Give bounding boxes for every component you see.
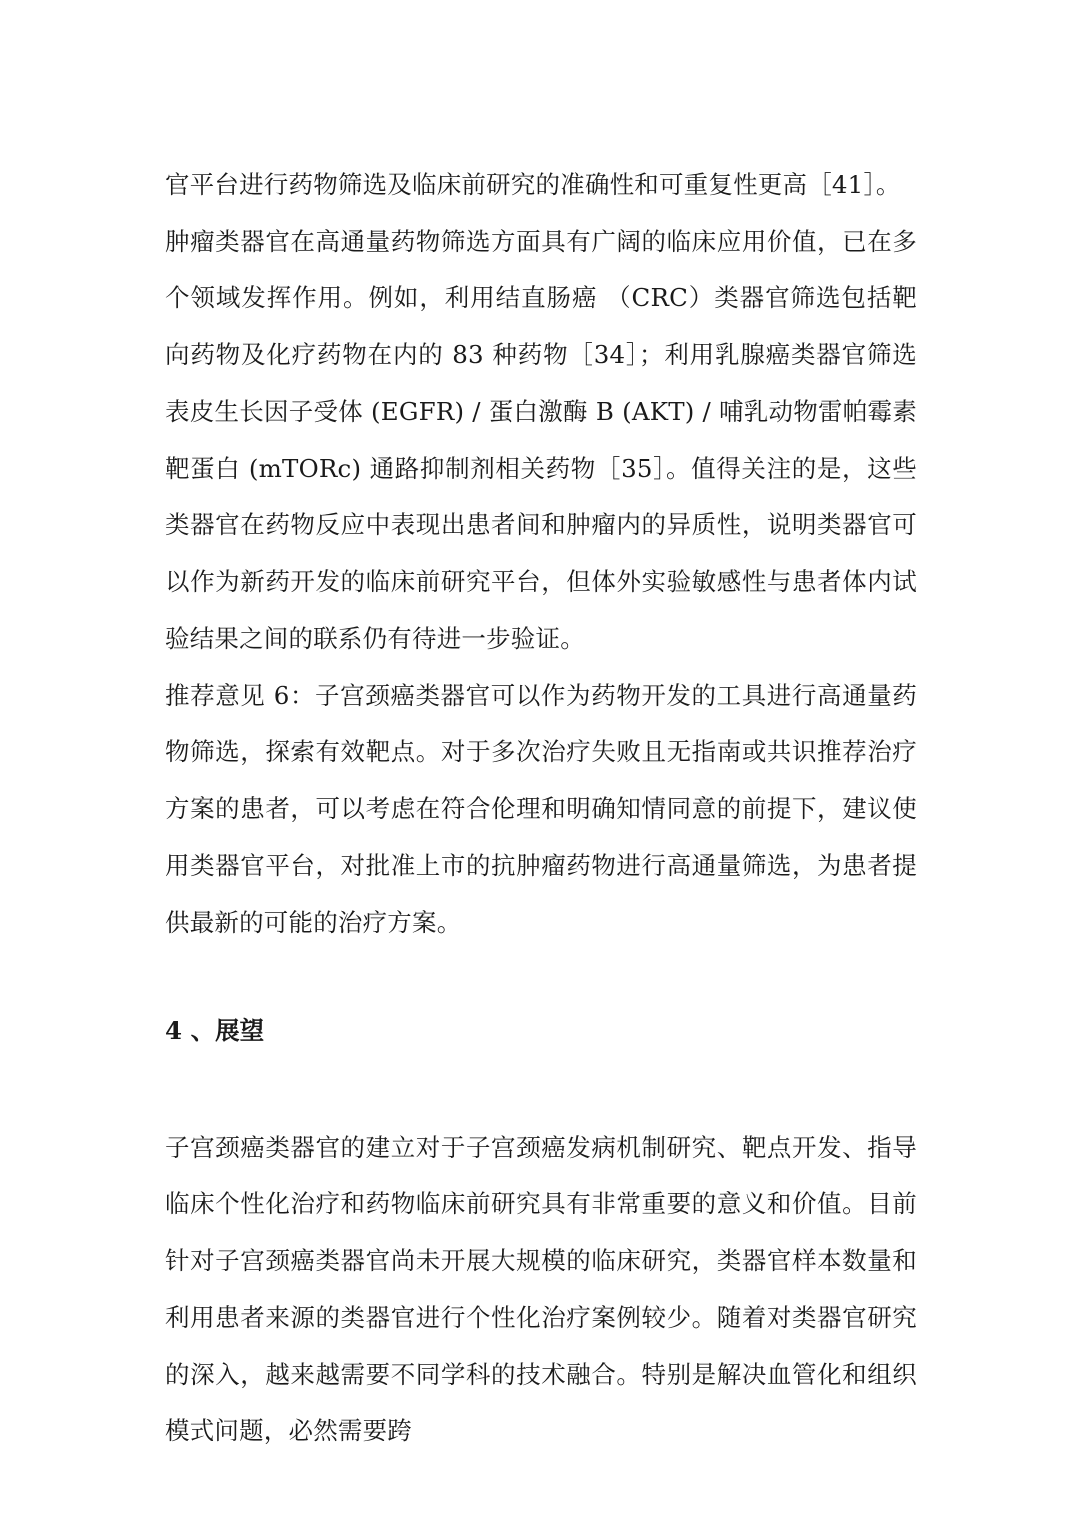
section-heading-outlook: 4 、展望 [165, 1016, 265, 1046]
paragraph-drug-screening: 肿瘤类器官在高通量药物筛选方面具有广阔的临床应用价值，已在多个领域发挥作用。例如，利用结直肠癌 （CRC）类器官筛选包括靶向药物及化疗药物在内的 83 种药物［34］；利用乳腺癌类器官筛选表皮生长因子受体 (EGFR) / 蛋白激酶 B (AKT) / 哺乳动物雷帕霉素靶蛋白 (mTORc) 通路抑制剂相关药物［35］。值得关注的是，这些类器官在药物反应中表现出患者间和肿瘤内的异质性，说明类器官可以作为新药开发的临床前研究平台，但体外实验敏感性与患者体内试验结果之间的联系仍有待进一步验证。 [165, 226, 917, 654]
paragraph-recommendation-6: 推荐意见 6：子宫颈癌类器官可以作为药物开发的工具进行高通量药物筛选，探索有效靶点。对于多次治疗失败且无指南或共识推荐治疗方案的患者，可以考虑在符合伦理和明确知情同意的前提下，建议使用类器官平台，对批准上市的抗肿瘤药物进行高通量筛选，为患者提供最新的可能的治疗方案。 [165, 680, 917, 937]
paragraph-continuation: 官平台进行药物筛选及临床前研究的准确性和可重复性更高［41］。 [165, 169, 901, 199]
paragraph-outlook: 子宫颈癌类器官的建立对于子宫颈癌发病机制研究、靶点开发、指导临床个性化治疗和药物临床前研究具有非常重要的意义和价值。目前针对子宫颈癌类器官尚未开展大规模的临床研究，类器官样本数量和利用患者来源的类器官进行个性化治疗案例较少。随着对类器官研究的深入，越来越需要不同学科的技术融合。特别是解决血管化和组织模式问题，必然需要跨 [165, 1132, 917, 1446]
